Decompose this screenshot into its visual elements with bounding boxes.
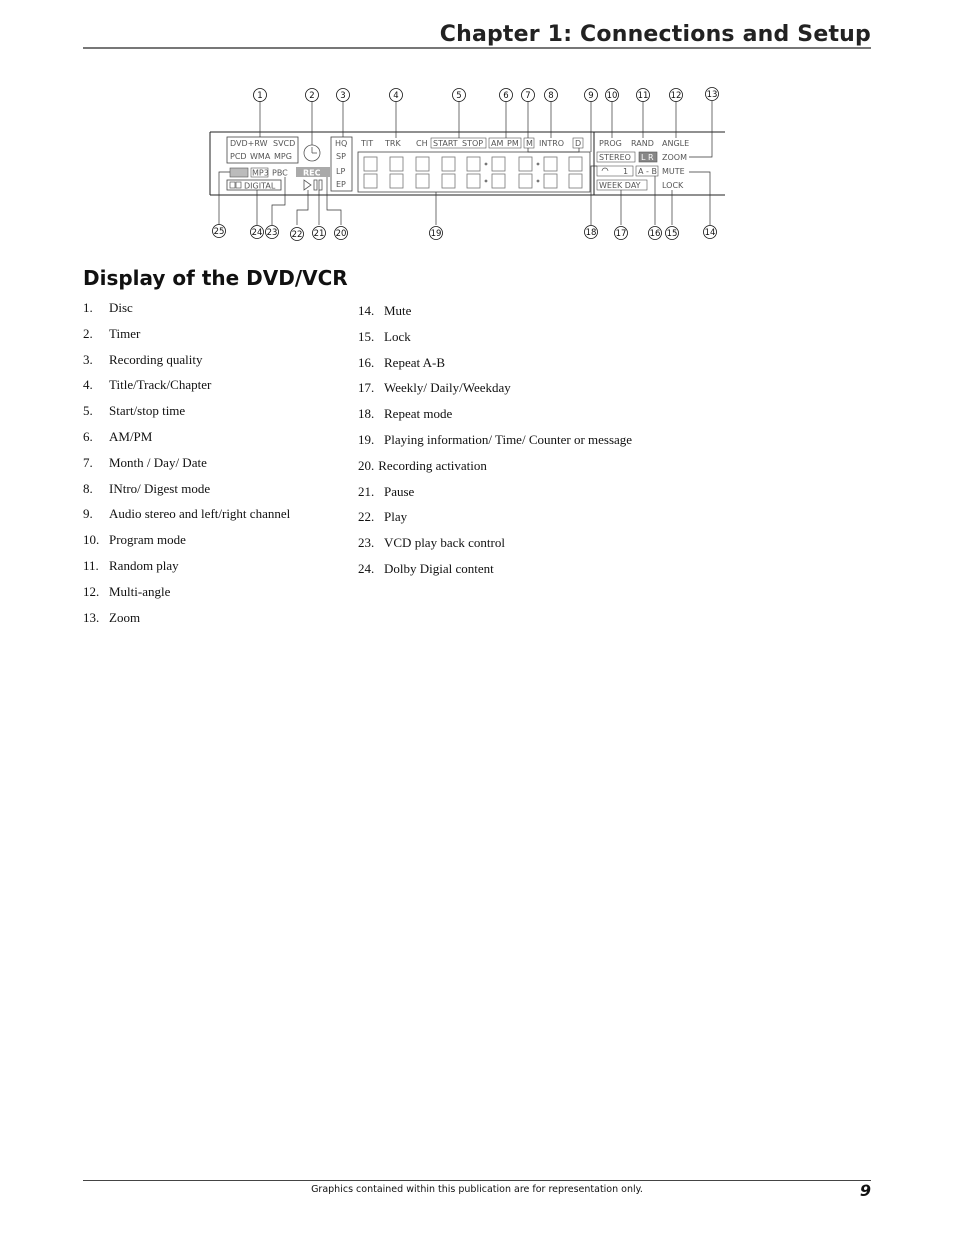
list-item xyxy=(358,508,632,534)
item-number: 15. xyxy=(358,328,375,344)
item-number: 7. xyxy=(83,454,93,470)
lcd-ep: EP xyxy=(336,180,346,189)
item-number: 8. xyxy=(83,480,93,496)
item-number: 13. xyxy=(83,609,100,625)
callout-24: 24 xyxy=(251,228,263,238)
item-number: 17. xyxy=(358,380,375,396)
lcd-zoom: ZOOM xyxy=(662,153,687,162)
lcd-prog: PROG xyxy=(599,139,622,148)
item-label: Title/Track/Chapter xyxy=(109,377,212,393)
callout-9: 9 xyxy=(588,91,594,101)
callout-3: 3 xyxy=(340,91,346,101)
callout-20: 20 xyxy=(335,229,347,239)
lcd-mpg: MPG xyxy=(274,152,292,161)
lcd-week-day: WEEK DAY xyxy=(599,181,641,190)
item-number: 3. xyxy=(83,351,93,367)
lcd-d: D xyxy=(575,139,582,148)
lcd-lp: LP xyxy=(336,167,346,176)
list-item xyxy=(358,405,632,431)
item-number: 18. xyxy=(358,406,375,422)
lcd-start: START xyxy=(433,139,458,148)
lcd-angle: ANGLE xyxy=(662,139,690,148)
lcd-mp3: MP3 xyxy=(252,168,269,178)
callout-14: 14 xyxy=(704,228,716,238)
item-label: AM/PM xyxy=(109,428,153,444)
item-label: INtro/ Digest mode xyxy=(109,480,211,496)
item-label: Program mode xyxy=(109,532,186,548)
item-number: 23. xyxy=(358,535,375,551)
lcd-trk: TRK xyxy=(385,139,401,148)
lcd-ch: CH xyxy=(416,139,428,148)
callout-21: 21 xyxy=(313,229,325,239)
list-item xyxy=(83,351,290,377)
item-label: Lock xyxy=(384,328,411,344)
chapter-title: Chapter 1: Connections and Setup xyxy=(439,22,871,47)
lcd-digital: DIGITAL xyxy=(244,181,276,191)
item-number: 9. xyxy=(83,506,93,522)
vfd-display-diagram xyxy=(205,82,735,247)
vfd-display-svg xyxy=(205,82,735,247)
lcd-m: M xyxy=(526,139,533,148)
lcd-rand: RAND xyxy=(631,139,654,148)
item-number: 5. xyxy=(83,403,93,419)
lcd-pm: PM xyxy=(507,139,519,148)
lcd-dvd-rw: DVD+RW xyxy=(230,139,268,148)
list-item xyxy=(358,431,632,457)
item-label: Month / Day/ Date xyxy=(109,454,207,470)
display-items-right xyxy=(358,302,632,586)
item-label: Mute xyxy=(384,303,412,318)
lcd-sp: SP xyxy=(336,152,346,161)
item-label: Multi-angle xyxy=(109,583,171,599)
list-item xyxy=(358,534,632,560)
lcd-mute: MUTE xyxy=(662,167,685,176)
digit-area xyxy=(358,152,590,192)
item-number: 20. xyxy=(358,457,375,473)
item-label: Zoom xyxy=(109,609,141,625)
item-label: Start/stop time xyxy=(109,403,186,419)
callout-7: 7 xyxy=(525,91,531,101)
list-item xyxy=(83,402,290,428)
list-item xyxy=(83,299,290,325)
lcd-tit: TIT xyxy=(361,139,374,148)
item-label: Recording quality xyxy=(109,351,203,367)
lcd-pcd: PCD xyxy=(230,152,247,161)
repeat-icon xyxy=(602,168,608,171)
callout-19: 19 xyxy=(430,229,442,239)
footer-note: Graphics contained within this publication are for representation only. xyxy=(311,1184,643,1195)
list-item xyxy=(83,531,290,557)
list-item xyxy=(83,454,290,480)
item-number: 11. xyxy=(83,557,99,573)
list-item xyxy=(358,354,632,380)
callout-8: 8 xyxy=(548,91,554,101)
item-label: Playing information/ Time/ Counter or message xyxy=(384,431,633,447)
lcd-lr: L R xyxy=(641,153,654,162)
page-number: 9 xyxy=(859,1181,871,1200)
lcd-lock: LOCK xyxy=(662,181,684,190)
callout-6: 6 xyxy=(503,91,509,101)
lcd-svcd: SVCD xyxy=(273,139,296,148)
display-items-left xyxy=(83,299,290,634)
list-item xyxy=(83,557,290,583)
item-number: 6. xyxy=(83,428,93,444)
item-label: Repeat mode xyxy=(384,406,453,422)
segment-digits xyxy=(364,157,582,188)
callout-25: 25 xyxy=(213,227,225,237)
item-label: Disc xyxy=(109,300,133,315)
item-label: Pause xyxy=(384,483,415,499)
item-number: 14. xyxy=(358,303,375,318)
callout-10: 10 xyxy=(606,91,618,101)
lcd-repeat-one: 1 xyxy=(623,167,629,176)
callout-22: 22 xyxy=(291,230,303,240)
list-item xyxy=(358,379,632,405)
item-number: 4. xyxy=(83,377,93,393)
list-item xyxy=(83,480,290,506)
dts-icon xyxy=(230,168,248,177)
callout-15: 15 xyxy=(666,229,678,239)
lcd-stereo: STEREO xyxy=(599,153,631,162)
item-number: 2. xyxy=(83,325,93,341)
item-number: 12. xyxy=(83,583,100,599)
item-label: Weekly/ Daily/Weekday xyxy=(384,380,511,396)
list-item xyxy=(83,583,290,609)
lcd-wma: WMA xyxy=(250,152,271,161)
item-number: 19. xyxy=(358,431,375,447)
list-item xyxy=(83,428,290,454)
list-item xyxy=(83,325,290,351)
callout-16: 16 xyxy=(649,229,661,239)
list-item xyxy=(358,302,632,328)
lcd-stop: STOP xyxy=(462,139,484,148)
callout-23: 23 xyxy=(266,228,278,238)
lcd-pbc: PBC xyxy=(272,168,288,178)
lcd-rec: REC xyxy=(303,168,321,178)
list-item xyxy=(358,328,632,354)
item-label: Dolby Digial content xyxy=(384,560,494,576)
list-item xyxy=(83,609,290,635)
lcd-ab: A - B xyxy=(638,167,657,176)
callout-5: 5 xyxy=(456,91,462,101)
item-number: 1. xyxy=(83,300,93,315)
item-label: Play xyxy=(384,509,408,525)
list-item xyxy=(358,457,632,483)
list-item xyxy=(83,376,290,402)
pause-icon xyxy=(314,180,317,190)
section-title: Display of the DVD/VCR xyxy=(83,266,348,290)
footer-rule xyxy=(83,1180,871,1181)
item-number: 10. xyxy=(83,532,100,548)
item-label: Audio stereo and left/right channel xyxy=(109,506,291,522)
callout-13: 13 xyxy=(706,90,718,100)
item-label: VCD play back control xyxy=(384,535,505,551)
lcd-intro: INTRO xyxy=(539,139,565,148)
callout-18: 18 xyxy=(585,228,597,238)
play-icon xyxy=(304,180,311,190)
list-item xyxy=(83,505,290,531)
header-rule xyxy=(83,47,871,49)
lcd-hq: HQ xyxy=(335,139,348,148)
callout-4: 4 xyxy=(393,91,399,101)
item-number: 21. xyxy=(358,483,375,499)
item-number: 16. xyxy=(358,354,375,370)
item-label: Timer xyxy=(109,325,141,341)
item-label: Random play xyxy=(109,557,179,573)
callout-2: 2 xyxy=(309,91,315,101)
list-item xyxy=(358,560,632,586)
item-number: 24. xyxy=(358,560,375,576)
callout-12: 12 xyxy=(670,91,682,101)
item-number: 22. xyxy=(358,509,375,525)
callout-1: 1 xyxy=(257,91,263,101)
dolby-icon xyxy=(230,182,235,188)
list-item xyxy=(358,483,632,509)
lcd-am: AM xyxy=(491,139,504,148)
callout-11: 11 xyxy=(637,91,649,101)
item-label: Repeat A-B xyxy=(384,354,446,370)
callout-17: 17 xyxy=(615,229,627,239)
item-label: Recording activation xyxy=(378,457,487,473)
